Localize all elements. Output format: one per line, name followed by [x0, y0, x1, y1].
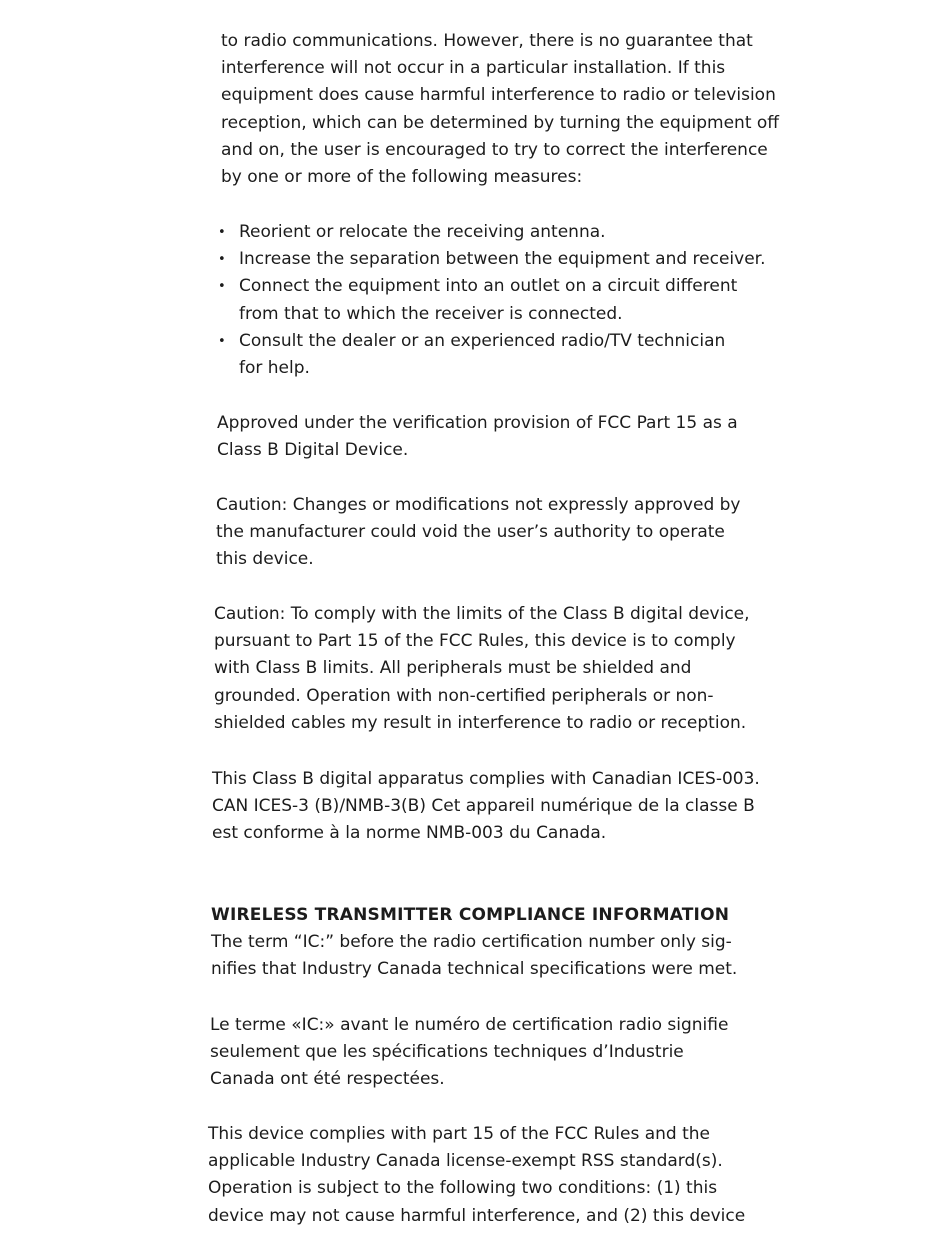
fcc-conditions-paragraph: This device complies with part 15 of the FCC Rules and the applicable Industry Canada license-exempt RSS standard(s). Operation is subject to the following two conditions: (1) this device may not cause harmful interference, and (2) this device — [208, 1124, 746, 1226]
caution-class-b-paragraph: Caution: To comply with the limits of the Class B digital device, pursuant to Part 15 of the FCC Rules, this device is to comply with Class B limits. All peripherals must be shielded and grounded. Operation with non-certified peripherals or non- shielded cables my result in interference to radio or reception. — [214, 604, 750, 733]
list-item: • Increase the separation between the equipment and receiver. — [218, 246, 763, 273]
intro-paragraph — [221, 28, 780, 191]
intro-line: and on, the user is encouraged to try to correct the interference — [221, 139, 768, 160]
wireless-section: WIRELESS TRANSMITTER COMPLIANCE INFORMATION The term “IC:” before the radio certification number only sig- nifies that Industry Canada technical specifications were met. — [211, 902, 756, 984]
intro-line: to radio communications. However, there is no guarantee that — [221, 31, 753, 51]
list-item: • Connect the equipment into an outlet on a circuit different from that to which the receiver is connected. — [218, 273, 763, 327]
canada-ices-paragraph: This Class B digital apparatus complies with Canadian ICES-003. CAN ICES-3 (B)/NMB-3(B) Cet appareil numérique de la classe B est conforme à la norme NMB-003 du Canada. — [212, 769, 760, 844]
measures-list — [218, 219, 766, 382]
section-heading: WIRELESS TRANSMITTER COMPLIANCE INFORMATION — [211, 905, 730, 925]
le-terme-paragraph: Le terme «IC:» avant le numéro de certification radio signifie seulement que les spécifications techniques d’Industrie Canada ont été respectées. — [210, 1015, 729, 1090]
list-item: • Reorient or relocate the receiving antenna. — [218, 219, 763, 246]
intro-line: interference will not occur in a particular installation. If this — [221, 58, 726, 79]
intro-line: reception, which can be determined by turning the equipment off — [221, 112, 780, 133]
caution-modifications-paragraph: Caution: Changes or modifications not expressly approved by the manufacturer could void the user’s authority to operate this device. — [216, 495, 741, 570]
list-item: • Consult the dealer or an experienced radio/TV technician for help. — [218, 328, 763, 382]
intro-line: equipment does cause harmful interference to radio or television — [221, 85, 776, 106]
intro-line: by one or more of the following measures: — [221, 167, 583, 188]
approved-paragraph: Approved under the verification provision of FCC Part 15 as a Class B Digital Device. — [217, 413, 738, 461]
